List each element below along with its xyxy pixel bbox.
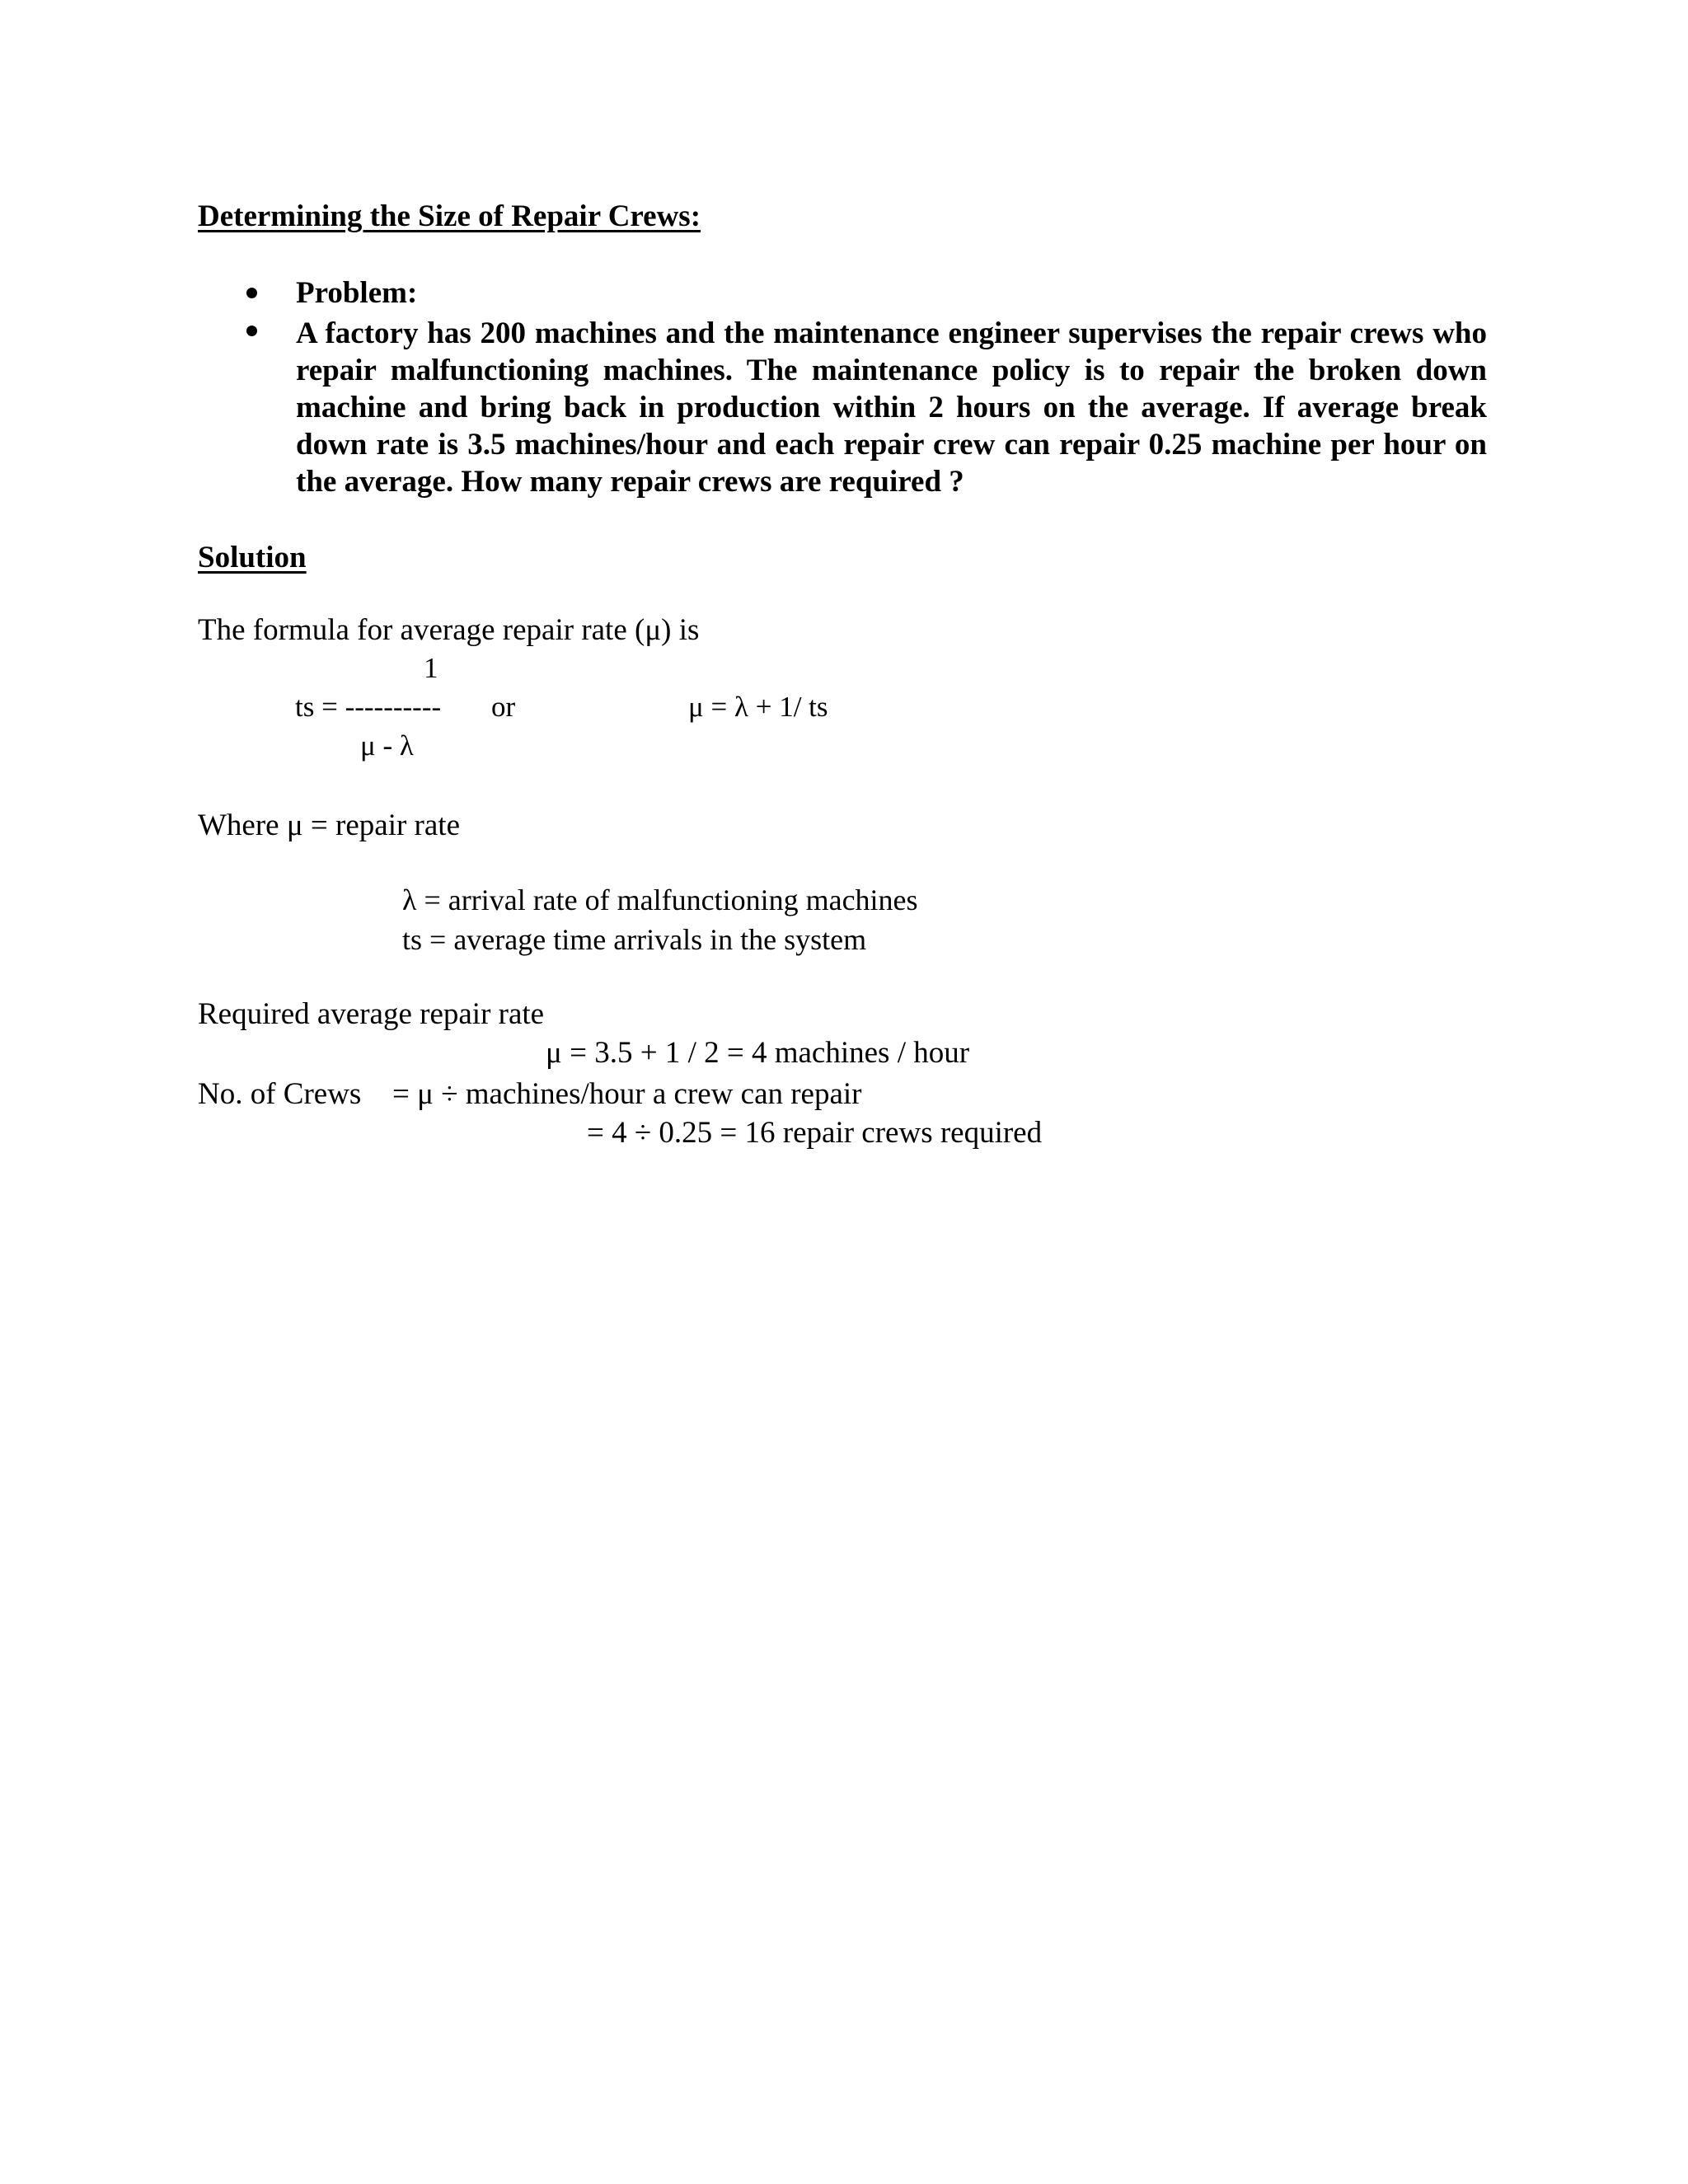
problem-statement: A factory has 200 machines and the maintenance engineer supervises the repair crews who repair malfunctioning machines. The maintenance policy is to repair the broken down machine and bring back in production within 2 hours on the average. If average break down rate is 3.5 machines/hour and each repair crew can repair 0.25 machine per hour on the average. How many repair crews are required ? [296, 316, 1487, 499]
formula-lhs: ts = ---------- [295, 691, 442, 723]
required-label: Required average repair rate [198, 997, 545, 1031]
required-calc: μ = 3.5 + 1 / 2 = 4 machines / hour [546, 1036, 970, 1070]
crews-result: = 4 ÷ 0.25 = 16 repair crews required [587, 1116, 1043, 1150]
bullet-icon [246, 326, 257, 336]
bullet-icon [246, 288, 257, 298]
crews-label: No. of Crews [198, 1077, 362, 1111]
formula-or: or [491, 691, 516, 723]
formula-intro: The formula for average repair rate (μ) is [198, 613, 700, 647]
page-title: Determining the Size of Repair Crews: [198, 199, 701, 233]
definition-lambda: λ = arrival rate of malfunctioning machines [402, 883, 918, 916]
formula-numerator: 1 [424, 652, 438, 684]
formula-alternative: μ = λ + 1/ ts [688, 691, 828, 723]
where-line: Where μ = repair rate [198, 808, 461, 842]
problem-label: Problem: [296, 276, 418, 310]
definition-ts: ts = average time arrivals in the system [402, 923, 867, 956]
solution-heading: Solution [198, 541, 307, 574]
crews-formula: = μ ÷ machines/hour a crew can repair [392, 1077, 862, 1111]
formula-denominator: μ - λ [360, 729, 414, 762]
